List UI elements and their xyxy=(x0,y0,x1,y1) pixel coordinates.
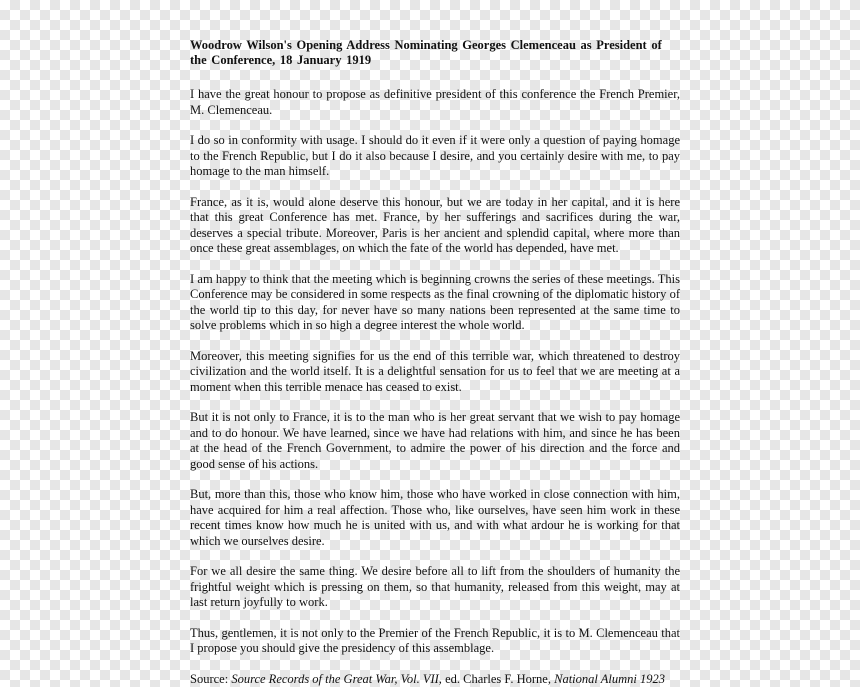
source-citation xyxy=(190,672,680,687)
source-editor: ed. Charles F. Horne, xyxy=(445,672,551,686)
paragraph: But, more than this, those who know him, those who have worked in close connection with him, have acquired for him a real affection. Those who, like ourselves, have seen him work in these recent times know how much he is united with us, and with what ardour he is working for that which we ourselves desire. xyxy=(190,487,680,549)
paragraph: France, as it is, would alone deserve this honour, but we are today in her capital, and it is here that this great Conference has met. France, by her sufferings and sacrifices during the war, deserves a special tribute. Moreover, Paris is her ancient and splendid capital, where more than once these great assemblages, on which the fate of the world has depended, have met. xyxy=(190,195,680,257)
document-page xyxy=(190,38,680,687)
paragraph: Thus, gentlemen, it is not only to the Premier of the French Republic, it is to M. Clemenceau that I propose you should give the presidency of this assemblage. xyxy=(190,626,680,657)
source-publisher: National Alumni 1923 xyxy=(554,672,665,686)
paragraph: I have the great honour to propose as definitive president of this conference the French Premier, M. Clemenceau. xyxy=(190,87,680,118)
source-label: Source: xyxy=(190,672,228,686)
document-title: Woodrow Wilson's Opening Address Nominating Georges Clemenceau as President of the Conference, 18 January 1919 xyxy=(190,38,680,68)
paragraph: For we all desire the same thing. We desire before all to lift from the shoulders of humanity the frightful weight which is pressing on them, so that humanity, released from this weight, may at last return joyfully to work. xyxy=(190,564,680,611)
paragraph: I do so in conformity with usage. I should do it even if it were only a question of paying homage to the French Republic, but I do it also because I desire, and you certainly desire with me, to pay homage to the man himself. xyxy=(190,133,680,180)
paragraph: I am happy to think that the meeting which is beginning crowns the series of these meetings. This Conference may be considered in some respects as the final crowning of the diplomatic history of the world tip to this day, for never have so many nations been represented at the same time to solve problems which in so high a degree interest the whole world. xyxy=(190,272,680,334)
paragraph: But it is not only to France, it is to the man who is her great servant that we wish to pay homage and to do honour. We have learned, since we have had relations with him, and since he has been at the head of the French Government, to admire the power of his direction and the force and good sense of his actions. xyxy=(190,410,680,472)
paragraph: Moreover, this meeting signifies for us the end of this terrible war, which threatened to destroy civilization and the world itself. It is a delightful sensation for us to feel that we are meeting at a moment when this terrible menace has ceased to exist. xyxy=(190,349,680,396)
source-work-title: Source Records of the Great War, Vol. VII, xyxy=(231,672,442,686)
